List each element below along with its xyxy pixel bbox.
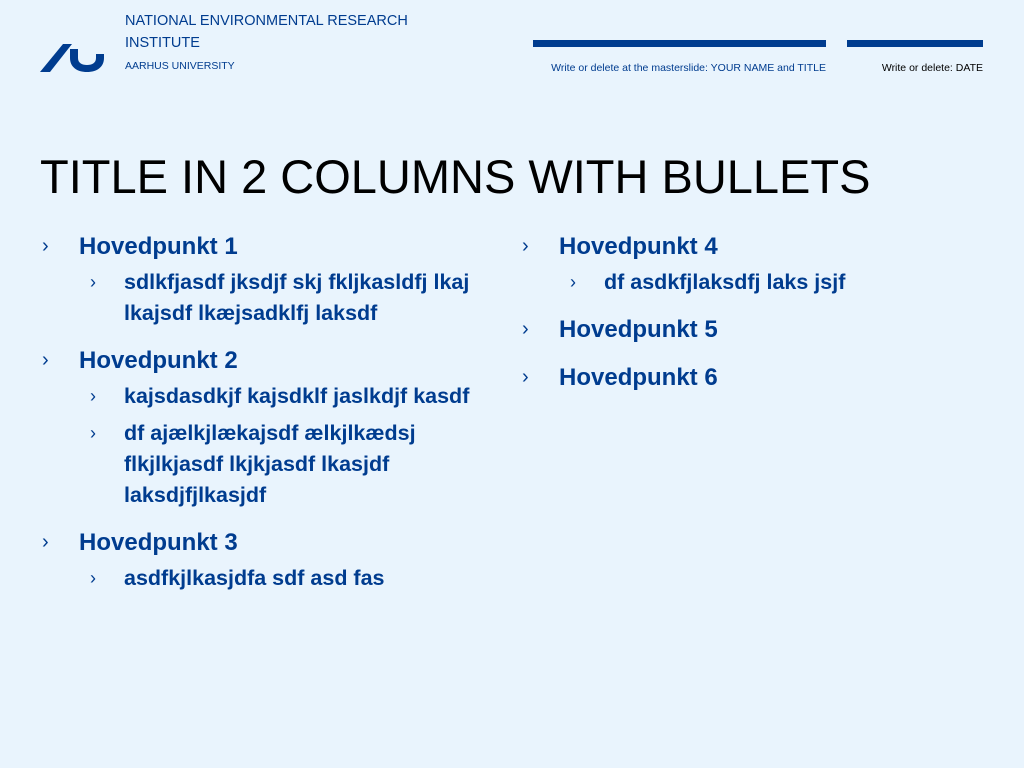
sub-point-text: sdlkfjasdf jksdjf skj fkljkasldfj lkaj lkajsdf lkæjsadklfj laksdf bbox=[124, 270, 470, 325]
sub-bullet-chevron-icon: › bbox=[90, 386, 96, 406]
university-name: AARHUS UNIVERSITY bbox=[125, 60, 235, 72]
main-point-label: Hovedpunkt 5 bbox=[559, 316, 718, 343]
main-point-label: Hovedpunkt 1 bbox=[79, 233, 238, 260]
bullet-chevron-icon: › bbox=[42, 349, 49, 371]
bullet-chevron-icon: › bbox=[42, 235, 49, 257]
sub-point-list bbox=[79, 563, 500, 594]
sub-bullet-chevron-icon: › bbox=[90, 423, 96, 443]
sub-point bbox=[79, 381, 500, 412]
bullet-chevron-icon: › bbox=[522, 366, 529, 388]
main-point-label: Hovedpunkt 6 bbox=[559, 364, 718, 391]
master-date-placeholder: Write or delete: DATE bbox=[881, 62, 983, 74]
main-point bbox=[40, 526, 500, 594]
sub-point-list bbox=[79, 267, 500, 329]
main-point bbox=[40, 230, 500, 329]
slide-title: TITLE IN 2 COLUMNS WITH BULLETS bbox=[40, 150, 871, 203]
date-bar-divider bbox=[847, 40, 983, 47]
sub-point bbox=[79, 563, 500, 594]
sub-point bbox=[559, 267, 980, 298]
left-column bbox=[40, 230, 500, 609]
main-point bbox=[520, 313, 980, 346]
main-point-label: Hovedpunkt 4 bbox=[559, 233, 718, 260]
sub-point-text: df asdkfjlaksdfj laks jsjf bbox=[604, 270, 846, 294]
sub-point-text: df ajælkjlækajsdf ælkjlkædsj flkjlkjasdf lkjkjasdf lkasjdf laksdjfjlkasjdf bbox=[124, 421, 416, 507]
bullet-chevron-icon: › bbox=[42, 531, 49, 553]
right-column bbox=[520, 230, 980, 409]
main-point-label: Hovedpunkt 3 bbox=[79, 529, 238, 556]
org-name: NATIONAL ENVIRONMENTAL RESEARCH INSTITUTE bbox=[125, 13, 408, 51]
sub-point-text: kajsdasdkjf kajsdklf jaslkdjf kasdf bbox=[124, 384, 470, 408]
master-name-placeholder: Write or delete at the masterslide: YOUR NAME and TITLE bbox=[551, 62, 826, 74]
sub-bullet-chevron-icon: › bbox=[570, 272, 576, 292]
main-point bbox=[520, 361, 980, 394]
bullet-chevron-icon: › bbox=[522, 318, 529, 340]
main-point-label: Hovedpunkt 2 bbox=[79, 347, 238, 374]
sub-bullet-chevron-icon: › bbox=[90, 568, 96, 588]
sub-point bbox=[79, 267, 500, 329]
sub-point-text: asdfkjlkasjdfa sdf asd fas bbox=[124, 566, 385, 590]
sub-point bbox=[79, 418, 500, 511]
sub-point-list bbox=[79, 381, 500, 511]
name-bar-divider bbox=[533, 40, 826, 47]
bullet-chevron-icon: › bbox=[522, 235, 529, 257]
main-point bbox=[520, 230, 980, 298]
main-point bbox=[40, 344, 500, 511]
aarhus-university-logo-icon bbox=[40, 40, 108, 74]
sub-bullet-chevron-icon: › bbox=[90, 272, 96, 292]
sub-point-list bbox=[559, 267, 980, 298]
